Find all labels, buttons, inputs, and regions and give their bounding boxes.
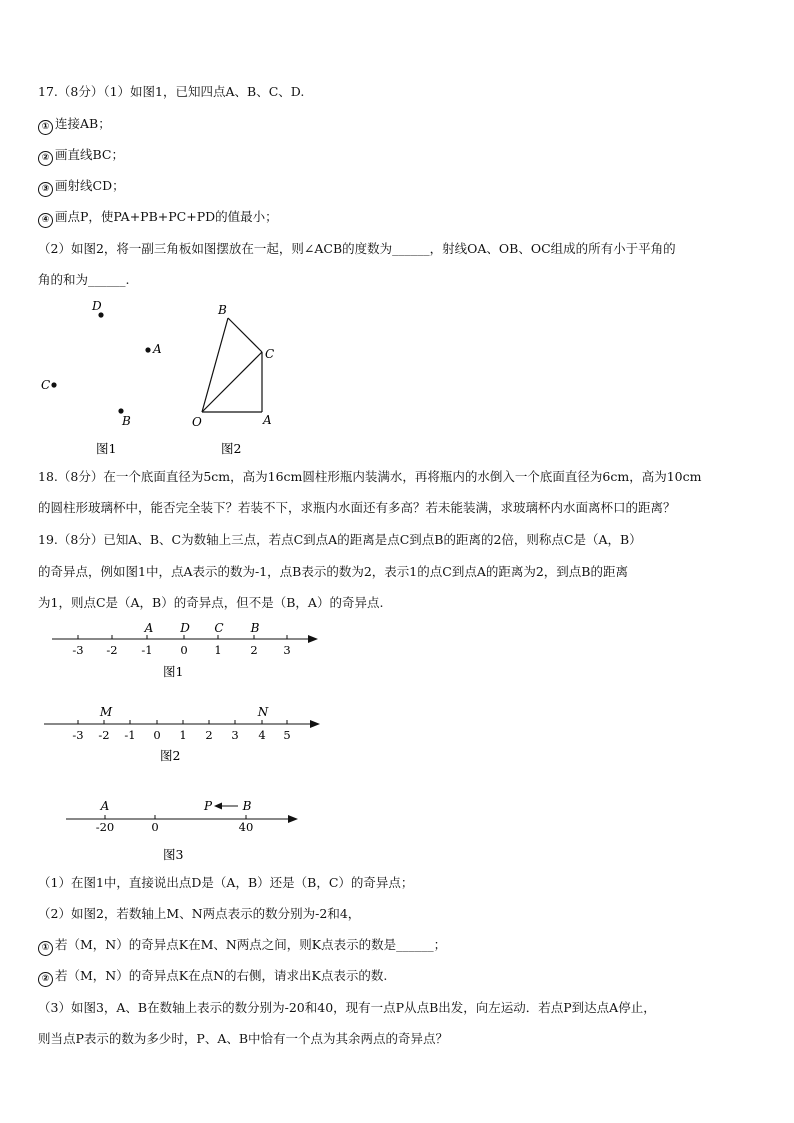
point-label-a: A	[100, 799, 110, 813]
number-line-3	[60, 795, 310, 865]
q17-title: 17.（8分）（1）如图1，已知四点A、B、C、D.	[38, 84, 305, 99]
q18-line1: 18.（8分）在一个底面直径为5cm，高为16cm圆柱形瓶内装满水，再将瓶内的水倒入一个底面直径为6cm，高为10cm	[38, 469, 702, 484]
point-label-b: B	[242, 799, 252, 813]
q17-step-2-text: 画直线BC；	[55, 147, 124, 162]
q17-step-3-text: 画射线CD；	[55, 178, 125, 193]
q19-part2-a	[38, 937, 446, 956]
tick-label: 0	[153, 728, 161, 742]
q19-line3: 为1，则点C是（A，B）的奇异点，但不是（B，A）的奇异点.	[38, 595, 384, 610]
fig2-label-c: C	[265, 347, 275, 361]
nl1-caption: 图1	[163, 664, 184, 679]
tick-label: 5	[283, 728, 291, 742]
nl2-caption: 图2	[160, 748, 181, 763]
tick-label: -1	[141, 643, 153, 657]
q19-part2-b-text: 若（M，N）的奇异点K在点N的右侧，请求出K点表示的数.	[55, 968, 388, 983]
q19-part2-a-text: 若（M，N）的奇异点K在M、N两点之间，则K点表示的数是______；	[55, 937, 447, 952]
tick-label: 0	[180, 643, 188, 657]
arrow-right-icon	[308, 635, 318, 643]
point-label-a: A	[144, 621, 154, 635]
q17-part2-line1: （2）如图2，将一副三角板如图摆放在一起，则∠ACB的度数为______，射线OA、OB、OC组成的所有小于平角的	[38, 241, 676, 256]
fig1-caption: 图1	[96, 441, 117, 456]
fig2-label-a: A	[263, 413, 272, 427]
tick-label: 40	[238, 820, 254, 834]
q17-step-1-text: 连接AB；	[55, 116, 111, 131]
q17-step-2	[38, 147, 124, 166]
fig2-caption: 图2	[221, 441, 242, 456]
segment-bc	[228, 318, 262, 352]
arrow-right-icon	[310, 720, 320, 728]
tick-label: 3	[283, 643, 291, 657]
q17-step-1	[38, 116, 111, 135]
tick-label: -3	[72, 728, 84, 742]
tick-label: -1	[124, 728, 136, 742]
circled-1-icon: ①	[38, 941, 53, 956]
circled-4-icon: ④	[38, 213, 53, 228]
point-b-label: B	[122, 414, 131, 428]
arrow-left-icon	[214, 803, 222, 810]
tick-label: 4	[258, 728, 266, 742]
point-label-p: P	[203, 799, 213, 813]
number-line-2	[40, 700, 330, 765]
number-line-1	[40, 618, 330, 683]
tick-label: 0	[151, 820, 159, 834]
fig2-label-o: O	[192, 415, 202, 429]
tick-label: 1	[179, 728, 187, 742]
q19-part2: （2）如图2，若数轴上M、N两点表示的数分别为-2和4，	[38, 906, 361, 921]
arrow-right-icon	[288, 815, 298, 823]
point-label-d: D	[180, 621, 190, 635]
fig2-label-b: B	[218, 303, 227, 317]
q17-step-3	[38, 178, 125, 197]
q17-step-4	[38, 209, 278, 228]
tick-label: -3	[72, 643, 84, 657]
q17-part2-line2: 角的和为______.	[38, 272, 130, 287]
q19-part1: （1）在图1中，直接说出点D是（A，B）还是（B，C）的奇异点；	[38, 875, 414, 890]
q19-line2: 的奇异点，例如图1中，点A表示的数为-1，点B表示的数为2，表示1的点C到点A的距离为2，到点B的距离	[38, 564, 628, 579]
point-c	[51, 382, 56, 387]
q17-figure-2	[185, 296, 305, 461]
point-b	[118, 408, 123, 413]
point-label-c: C	[214, 621, 224, 635]
q19-part2-b	[38, 968, 387, 987]
q19-line1: 19.（8分）已知A、B、C为数轴上三点，若点C到点A的距离是点C到点B的距离的2倍，则称点C是（A，B）	[38, 532, 642, 547]
circled-3-icon: ③	[38, 182, 53, 197]
segment-ob	[202, 318, 228, 412]
q19-part3-line2: 则当点P表示的数为多少时，P、A、B中恰有一个点为其余两点的奇异点？	[38, 1031, 449, 1046]
point-c-label: C	[41, 378, 51, 392]
circled-1-icon: ①	[38, 120, 53, 135]
tick-label: -20	[95, 820, 115, 834]
point-d	[98, 312, 103, 317]
q19-part3-line1: （3）如图3，A、B在数轴上表示的数分别为-20和40，现有一点P从点B出发，向左运动．若点P到达点A停止，	[38, 1000, 656, 1015]
point-label-m: M	[99, 705, 113, 719]
segment-oc	[202, 352, 262, 412]
point-a	[145, 347, 150, 352]
tick-label: -2	[98, 728, 110, 742]
tick-label: 2	[205, 728, 213, 742]
q18-line2: 的圆柱形玻璃杯中，能否完全装下？若装不下，求瓶内水面还有多高？若未能装满，求玻璃杯内水面离杯口的距离？	[38, 500, 676, 515]
q17-figure-1	[30, 296, 180, 461]
circled-2-icon: ②	[38, 151, 53, 166]
nl3-caption: 图3	[163, 847, 184, 862]
tick-label: 3	[231, 728, 239, 742]
tick-label: -2	[106, 643, 118, 657]
tick-label: 2	[250, 643, 258, 657]
point-label-n: N	[257, 705, 269, 719]
circled-2-icon: ②	[38, 972, 53, 987]
q17-step-4-text: 画点P，使PA+PB+PC+PD的值最小；	[55, 209, 278, 224]
point-a-label: A	[153, 342, 162, 356]
point-label-b: B	[250, 621, 260, 635]
tick-label: 1	[214, 643, 222, 657]
point-d-label: D	[92, 299, 102, 313]
